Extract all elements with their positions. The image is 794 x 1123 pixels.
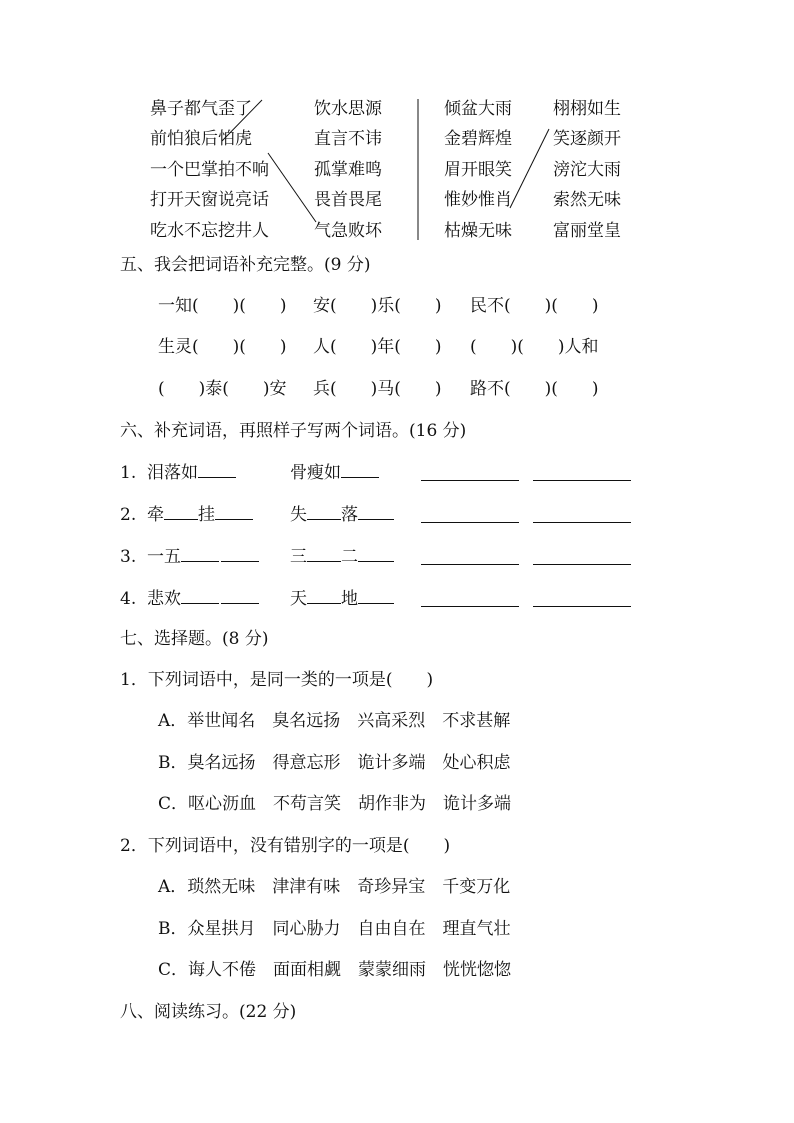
word-part: 牵 (147, 505, 165, 525)
answer-blank[interactable] (221, 545, 259, 562)
match-line (510, 129, 549, 208)
match-left-2-2: 直言不讳 (314, 129, 382, 149)
section6-item-4 (120, 587, 259, 610)
match-right-2-2: 笑逐颜开 (553, 129, 621, 149)
word-part: 失 (290, 505, 307, 525)
fill-item: 一知( )( ) (158, 296, 287, 316)
answer-blank[interactable] (198, 461, 236, 478)
answer-line[interactable] (533, 564, 631, 565)
match-left-1-3: 一个巴掌拍不响 (150, 160, 269, 180)
section6-item-2b (290, 503, 394, 526)
fill-item: 安( )乐( ) (313, 296, 442, 316)
word-part: 挂 (198, 505, 216, 525)
match-right-1-1: 倾盆大雨 (444, 99, 512, 119)
answer-blank[interactable] (181, 587, 219, 604)
match-right-1-4: 惟妙惟肖 (444, 190, 512, 210)
section6-item-4b (290, 587, 394, 610)
answer-blank[interactable] (164, 503, 198, 520)
section5-title: 五、我会把词语补充完整。(9 分) (120, 255, 371, 275)
answer-blank[interactable] (358, 503, 394, 520)
fill-item: 人( )年( ) (313, 337, 442, 357)
answer-line[interactable] (421, 564, 519, 565)
option-a[interactable]: A．琐然无味 津津有味 奇珍异宝 千变万化 (158, 877, 511, 897)
section6-item-2 (120, 503, 253, 526)
option-b[interactable]: B．众星拱月 同心胁力 自由自在 理直气壮 (158, 919, 511, 939)
fill-item: 生灵( )( ) (158, 337, 287, 357)
match-left-1-1: 鼻子都气歪了 (150, 99, 252, 119)
match-left-2-5: 气急败坏 (314, 221, 382, 241)
answer-line[interactable] (533, 480, 631, 481)
section6-title: 六、补充词语，再照样子写两个词语。(16 分) (120, 421, 467, 441)
question-stem: 2．下列词语中，没有错别字的一项是( ) (120, 836, 451, 856)
match-right-1-3: 眉开眼笑 (444, 160, 512, 180)
match-left-2-4: 畏首畏尾 (314, 190, 382, 210)
fill-item: ( )泰( )安 (158, 379, 287, 399)
section6-item-3b (290, 545, 394, 568)
match-right-2-1: 栩栩如生 (553, 99, 621, 119)
answer-blank[interactable] (307, 545, 341, 562)
fill-item: 民不( )( ) (470, 296, 599, 316)
answer-line[interactable] (533, 522, 631, 523)
match-left-2-1: 饮水思源 (314, 99, 382, 119)
match-right-2-5: 富丽堂皇 (553, 221, 621, 241)
word-part: 泪落如 (147, 463, 199, 483)
answer-blank[interactable] (215, 503, 253, 520)
word-part: 骨瘦如 (290, 463, 341, 483)
match-left-2-3: 孤掌难鸣 (314, 160, 382, 180)
match-left-1-2: 前怕狼后怕虎 (150, 129, 252, 149)
match-right-2-4: 索然无味 (553, 190, 621, 210)
option-b[interactable]: B．臭名远扬 得意忘形 诡计多端 处心积虑 (158, 753, 511, 773)
answer-blank[interactable] (341, 461, 379, 478)
match-right-2-3: 滂沱大雨 (553, 160, 621, 180)
answer-blank[interactable] (358, 587, 394, 604)
fill-item: 路不( )( ) (470, 379, 599, 399)
match-right-1-5: 枯燥无味 (444, 221, 512, 241)
section7-title: 七、选择题。(8 分) (120, 629, 269, 649)
word-part: 二 (341, 547, 358, 567)
word-part: 悲欢 (147, 589, 182, 609)
word-part: 地 (341, 589, 358, 609)
section6-item-1 (120, 461, 236, 484)
answer-line[interactable] (421, 522, 519, 523)
word-part: 一五 (147, 547, 182, 567)
item-number: 2. (120, 505, 137, 525)
word-part: 三 (290, 547, 307, 567)
section6-item-3 (120, 545, 259, 568)
answer-blank[interactable] (221, 587, 259, 604)
word-part: 天 (290, 589, 307, 609)
answer-line[interactable] (421, 606, 519, 607)
answer-blank[interactable] (307, 587, 341, 604)
section6-item-1b (290, 461, 379, 484)
item-number: 3. (120, 547, 137, 567)
answer-line[interactable] (421, 480, 519, 481)
option-c[interactable]: C．呕心沥血 不苟言笑 胡作非为 诡计多端 (158, 794, 512, 814)
match-left-1-4: 打开天窗说亮话 (150, 190, 269, 210)
fill-item: ( )( )人和 (470, 337, 599, 357)
word-part: 落 (341, 505, 358, 525)
question-stem: 1．下列词语中，是同一类的一项是( ) (120, 670, 434, 690)
matching-lines (0, 0, 794, 260)
answer-line[interactable] (533, 606, 631, 607)
answer-blank[interactable] (358, 545, 394, 562)
fill-item: 兵( )马( ) (313, 379, 442, 399)
option-c[interactable]: C．诲人不倦 面面相觑 蒙蒙细雨 恍恍惚惚 (158, 960, 512, 980)
item-number: 1. (120, 463, 137, 483)
item-number: 4. (120, 589, 137, 609)
match-line (268, 153, 316, 222)
match-left-1-5: 吃水不忘挖井人 (150, 221, 269, 241)
answer-blank[interactable] (307, 503, 341, 520)
answer-blank[interactable] (181, 545, 219, 562)
option-a[interactable]: A．举世闻名 臭名远扬 兴高采烈 不求甚解 (158, 711, 511, 731)
section8-title: 八、阅读练习。(22 分) (120, 1002, 297, 1022)
match-right-1-2: 金碧辉煌 (444, 129, 512, 149)
